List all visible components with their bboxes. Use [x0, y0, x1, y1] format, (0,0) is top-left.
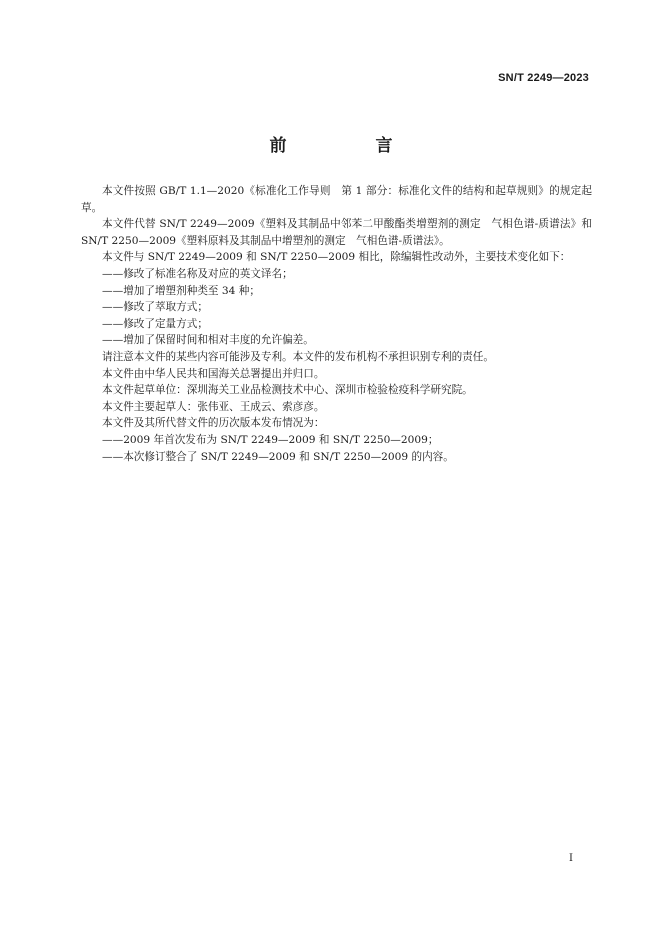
list-item: ——修改了标准名称及对应的英文译名；	[102, 267, 293, 280]
paragraph: 本文件代替 SN/T 2249—2009《塑料及其制品中邻苯二甲酸酯类增塑剂的测定 气相色谱-质谱法》和 SN/T 2250—2009《塑料原料及其制品中增塑剂的测定 气相色谱-质谱法》。	[81, 218, 592, 247]
list-item: ——本次修订整合了 SN/T 2249—2009 和 SN/T 2250—2009 的内容。	[102, 450, 454, 463]
paragraph: 请注意本文件的某些内容可能涉及专利。本文件的发布机构不承担识别专利的责任。	[102, 350, 494, 363]
page-title: 前 言	[269, 136, 429, 156]
paragraph: 本文件主要起草人：张伟亚、王成云、索彦彦。	[102, 400, 325, 413]
list-item: ——2009 年首次发布为 SN/T 2249—2009 和 SN/T 2250—2009；	[102, 433, 439, 446]
paragraph: 本文件及其所代替文件的历次版本发布情况为：	[102, 417, 325, 430]
list-item: ——增加了增塑剂种类至 34 种；	[102, 284, 260, 297]
paragraph: 本文件起草单位：深圳海关工业品检测技术中心、深圳市检验检疫科学研究院。	[102, 384, 473, 397]
paragraph: 本文件按照 GB/T 1.1—2020《标准化工作导则 第 1 部分：标准化文件的结构和起草规则》的规定起草。	[81, 185, 592, 214]
paragraph: 本文件与 SN/T 2249—2009 和 SN/T 2250—2009 相比，除编辑性改动外，主要技术变化如下：	[102, 251, 571, 264]
list-item: ——增加了保留时间和相对丰度的允许偏差。	[102, 334, 314, 347]
paragraph: 本文件由中华人民共和国海关总署提出并归口。	[102, 367, 325, 380]
page-number: I	[569, 853, 573, 864]
document-body	[81, 183, 592, 465]
standard-code: SN/T 2249—2023	[498, 72, 589, 84]
list-item: ——修改了萃取方式；	[102, 301, 208, 314]
list-item: ——修改了定量方式；	[102, 317, 208, 330]
